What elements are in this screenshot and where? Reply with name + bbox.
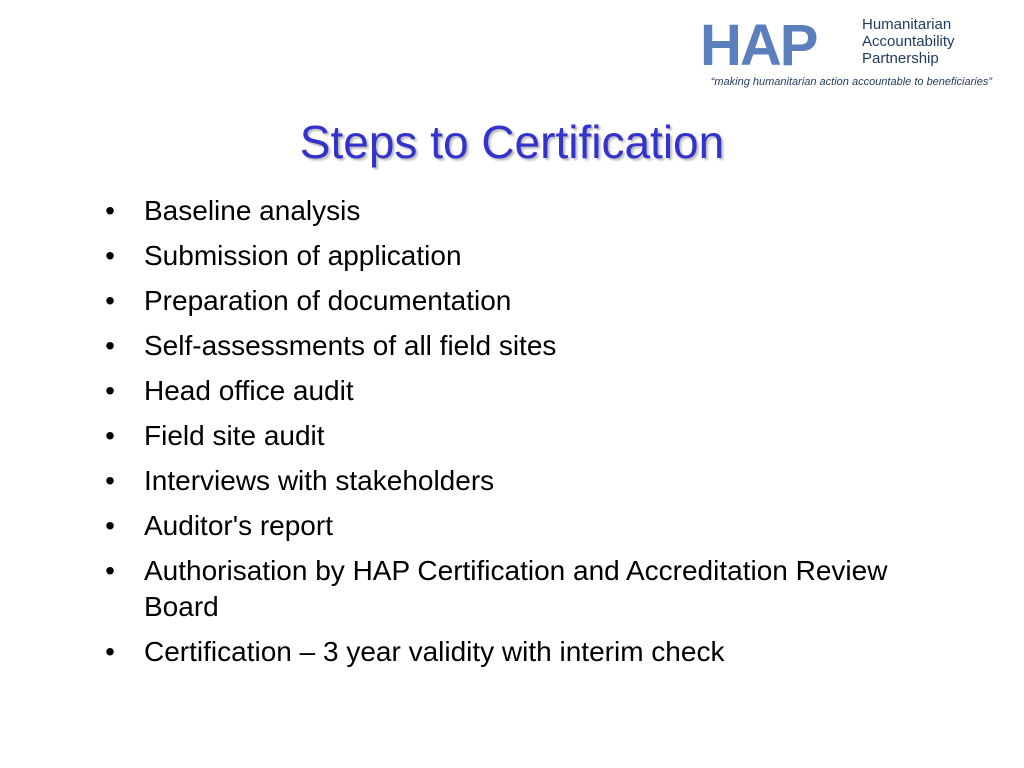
bullet-item [100, 193, 960, 229]
bullet-dot: • [105, 195, 115, 226]
slide-title: Steps to Certification [299, 116, 725, 168]
bullet-dot: • [105, 636, 115, 667]
bullet-item [100, 283, 960, 319]
bullet-item [100, 328, 960, 364]
logo-mark: HAP [700, 13, 817, 78]
bullet-dot: • [105, 285, 115, 316]
bullet-dot: • [105, 375, 115, 406]
bullet-item [100, 553, 960, 625]
bullet-text: Certification – 3 year validity with interim check [144, 636, 725, 667]
hap-logo [700, 14, 1000, 94]
bullet-dot: • [105, 420, 115, 451]
logo-organization-name [862, 16, 955, 67]
bullet-list [100, 193, 960, 679]
logo-tagline: “making humanitarian action accountable to beneficiaries” [710, 76, 992, 88]
bullet-text: Auditor's report [144, 510, 333, 541]
bullet-text: Authorisation by HAP Certification and Accreditation Review Board [144, 555, 888, 622]
logo-name-line-1: Humanitarian [862, 16, 952, 33]
bullet-dot: • [105, 330, 115, 361]
bullet-item [100, 634, 960, 670]
bullet-text: Submission of application [144, 240, 462, 271]
bullet-text: Baseline analysis [144, 195, 361, 226]
bullet-text: Field site audit [144, 420, 325, 451]
bullet-text: Interviews with stakeholders [144, 465, 495, 496]
bullet-text: Preparation of documentation [144, 285, 512, 316]
logo-name-line-2: Accountability [862, 33, 955, 50]
logo-name-line-3: Partnership [862, 50, 939, 67]
bullet-item [100, 238, 960, 274]
bullet-dot: • [105, 240, 115, 271]
bullet-dot: • [105, 555, 115, 586]
bullet-item [100, 418, 960, 454]
bullet-item [100, 508, 960, 544]
bullet-item [100, 463, 960, 499]
bullet-dot: • [105, 510, 115, 541]
bullet-text: Head office audit [144, 375, 354, 406]
bullet-text: Self-assessments of all field sites [144, 330, 557, 361]
bullet-dot: • [105, 465, 115, 496]
bullet-item [100, 373, 960, 409]
